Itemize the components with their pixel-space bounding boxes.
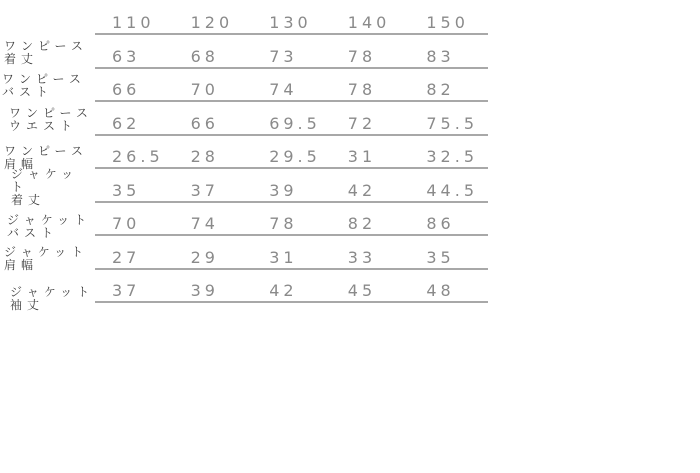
size-column-header: 140 — [347, 13, 391, 32]
row-label — [0, 102, 95, 136]
row-label — [0, 166, 95, 210]
size-value: 45 — [347, 281, 377, 300]
size-value: 39 — [190, 281, 219, 300]
header-empty-cell — [0, 0, 95, 35]
row-label-line2: バスト — [7, 226, 59, 240]
size-value: 32.5 — [426, 147, 478, 166]
row-label-line2: ウエスト — [9, 118, 78, 133]
row-label-line1: ジャケット — [11, 166, 79, 194]
row-label-line1: ジャケット — [7, 213, 92, 227]
size-value: 28 — [190, 147, 219, 166]
row-values — [95, 169, 488, 203]
size-value: 35 — [112, 180, 141, 200]
row-label-line1: ワンピース — [2, 72, 86, 86]
row-label — [0, 241, 95, 275]
header-values — [95, 0, 488, 35]
size-header-row — [0, 0, 488, 35]
size-value: 27 — [112, 247, 141, 267]
size-column-header: 150 — [426, 13, 469, 32]
size-value: 42 — [269, 281, 298, 300]
size-value: 44.5 — [426, 180, 478, 200]
size-value: 29.5 — [269, 147, 321, 166]
row-values — [95, 270, 488, 304]
row-label-line2: 袖丈 — [10, 298, 45, 312]
row-label-line1: ワンピース — [4, 144, 88, 158]
size-value: 86 — [426, 214, 455, 233]
size-value: 29 — [190, 247, 219, 267]
row-label-line2: 肩幅 — [4, 157, 39, 171]
size-value: 73 — [269, 46, 298, 66]
table-row-onepiece-length — [0, 35, 488, 69]
size-value: 72 — [347, 113, 377, 133]
table-row-onepiece-waist — [0, 102, 488, 136]
row-label-line1: ジャケット — [4, 244, 89, 259]
row-label-line1: ジャケット — [10, 285, 95, 299]
size-value: 70 — [112, 214, 141, 233]
size-column-header: 110 — [112, 13, 155, 32]
table-row-jacket-shoulder — [0, 236, 488, 270]
size-value: 37 — [190, 180, 219, 200]
row-label — [0, 69, 95, 103]
size-value: 75.5 — [426, 113, 478, 133]
size-column-header: 130 — [269, 13, 312, 32]
row-values — [95, 102, 488, 136]
row-label-line1: ワンピース — [9, 105, 93, 120]
row-values — [95, 69, 488, 103]
table-row-jacket-length — [0, 166, 488, 207]
size-value: 26.5 — [112, 147, 164, 166]
size-value: 66 — [112, 80, 141, 99]
table-row-onepiece-shoulder — [0, 136, 488, 170]
size-value: 33 — [347, 247, 377, 267]
size-value: 42 — [347, 180, 377, 200]
size-value: 31 — [269, 247, 298, 267]
size-value: 63 — [112, 46, 141, 66]
row-values — [95, 236, 488, 270]
row-values — [95, 35, 488, 69]
size-value: 74 — [269, 80, 298, 99]
size-value: 83 — [426, 46, 455, 66]
size-value: 48 — [426, 281, 455, 300]
row-label-line2: 着丈 — [4, 51, 39, 66]
row-values — [95, 203, 488, 237]
size-value: 35 — [426, 247, 455, 267]
table-row-jacket-sleeve — [0, 270, 488, 312]
row-label — [0, 210, 95, 244]
row-label-line2: 肩幅 — [4, 257, 39, 272]
size-value: 31 — [347, 147, 377, 166]
size-value: 70 — [190, 80, 219, 99]
size-value: 68 — [190, 46, 219, 66]
table-row-onepiece-bust — [0, 69, 488, 103]
size-column-header: 120 — [190, 13, 234, 32]
size-value: 66 — [190, 113, 219, 133]
size-value: 39 — [269, 180, 298, 200]
size-value: 69.5 — [269, 113, 321, 133]
size-value: 78 — [347, 46, 377, 66]
row-label — [0, 35, 95, 69]
size-value: 62 — [112, 113, 141, 133]
size-value: 82 — [426, 80, 455, 99]
row-label-line2: 着丈 — [11, 192, 46, 207]
row-values — [95, 136, 488, 170]
row-label-line2: バスト — [2, 85, 54, 99]
size-value: 78 — [347, 80, 377, 99]
size-value: 78 — [269, 214, 298, 233]
size-value: 37 — [112, 281, 141, 300]
size-value: 82 — [347, 214, 377, 233]
size-value: 74 — [190, 214, 219, 233]
row-label — [0, 282, 95, 316]
size-chart-table — [0, 0, 488, 312]
row-label-line1: ワンピース — [4, 38, 88, 53]
